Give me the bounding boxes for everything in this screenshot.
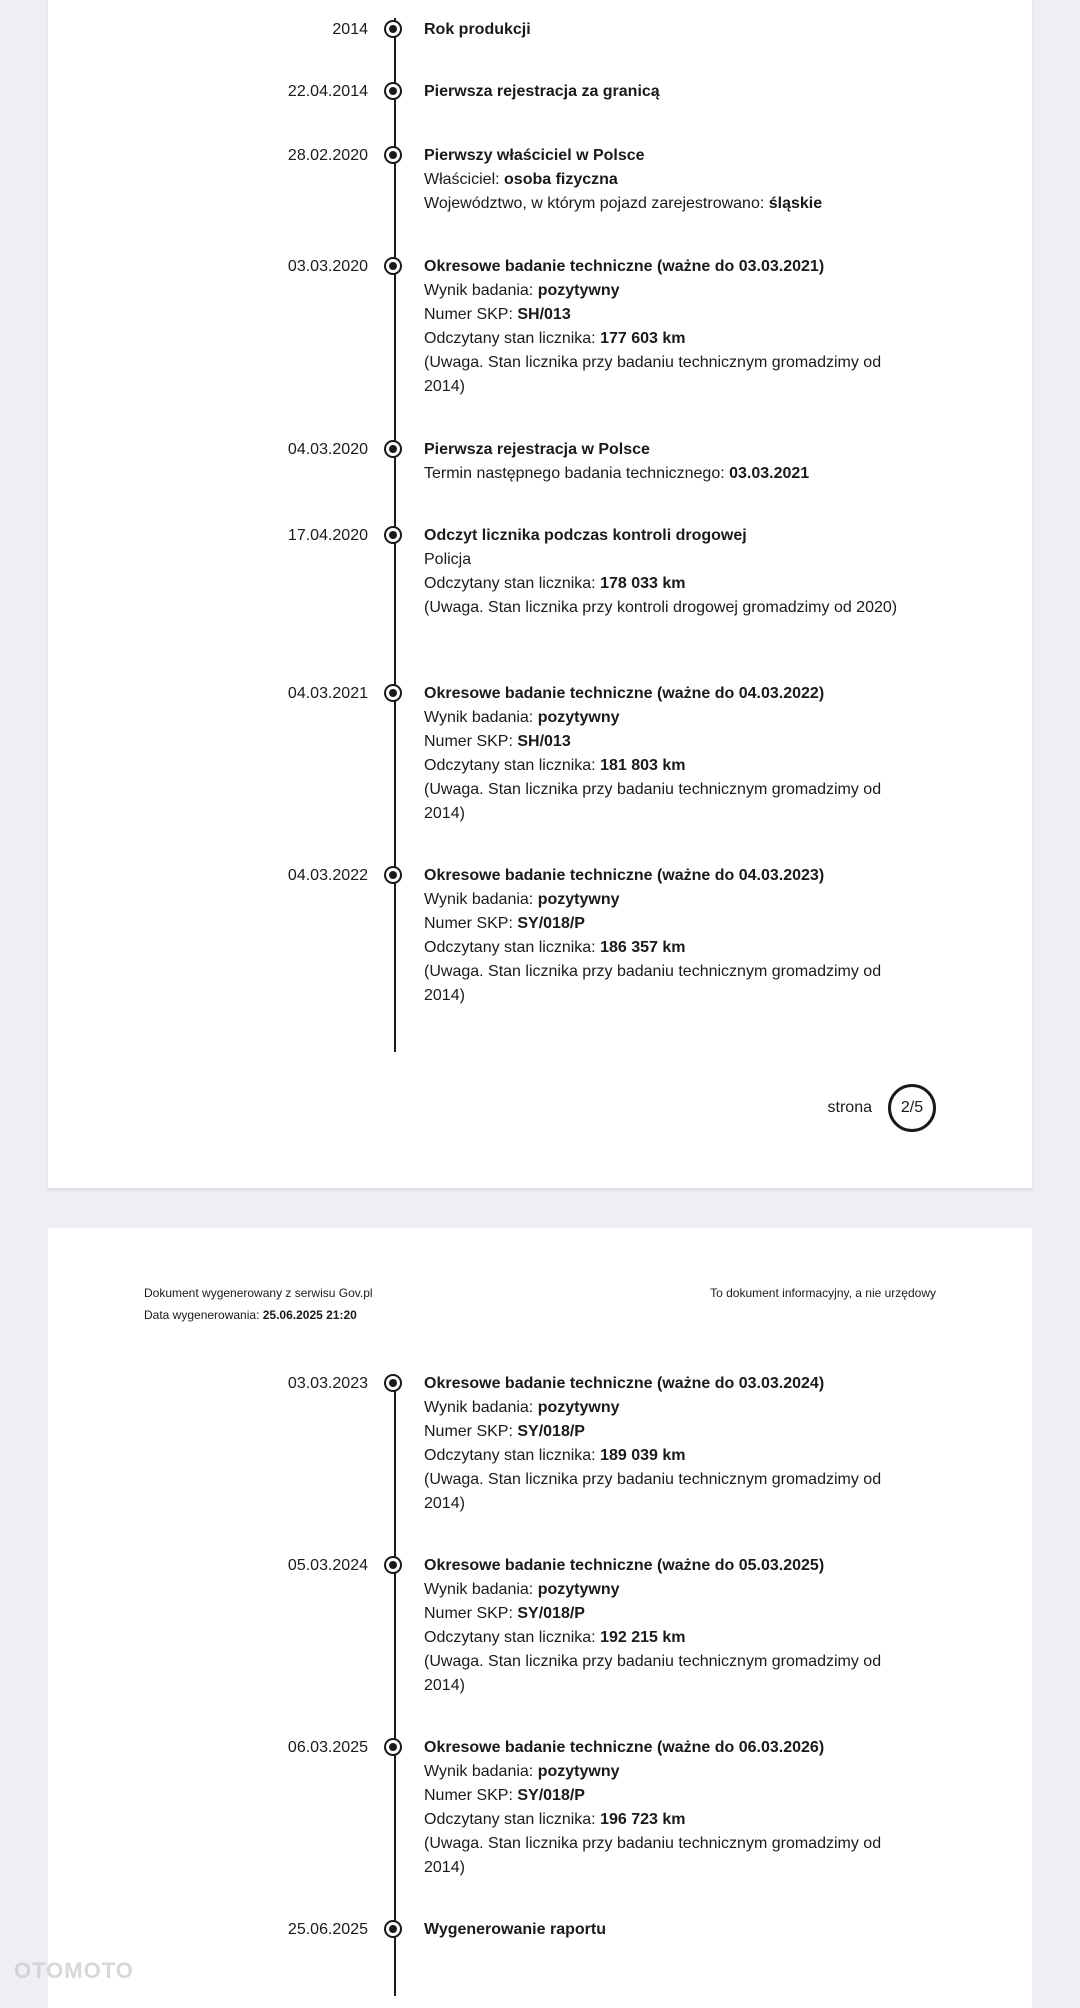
- event-detail-line: [424, 462, 904, 486]
- event-title: Okresowe badanie techniczne (ważne do 06.03.2026): [424, 1739, 825, 1756]
- event-details: [424, 1554, 904, 1698]
- page-indicator: [828, 1084, 936, 1132]
- detail-value: 192 215 km: [600, 1629, 686, 1646]
- event-detail-line: [424, 303, 904, 327]
- watermark-logo: OTOMOTO: [14, 1958, 134, 1983]
- detail-value: osoba fizyczna: [504, 171, 618, 188]
- detail-value: 03.03.2021: [729, 465, 810, 482]
- event-detail-line: [424, 1760, 904, 1784]
- event-details: [424, 80, 904, 104]
- event-details: [424, 864, 904, 1008]
- detail-value: śląskie: [768, 195, 823, 212]
- detail-label: Wynik badania:: [424, 282, 538, 299]
- detail-value: pozytywny: [537, 709, 620, 726]
- detail-label: (Uwaga. Stan licznika przy badaniu technicznym gromadzimy od 2014): [424, 1653, 882, 1694]
- event-detail-line: [424, 279, 904, 303]
- event-date: 06.03.2025: [287, 1739, 368, 1756]
- event-detail-line: [424, 596, 904, 620]
- event-detail-line: [424, 1784, 904, 1808]
- detail-label: Numer SKP:: [424, 733, 518, 750]
- event-date: 17.04.2020: [287, 527, 368, 544]
- detail-label: (Uwaga. Stan licznika przy badaniu technicznym gromadzimy od 2014): [424, 354, 882, 395]
- detail-label: Numer SKP:: [424, 915, 518, 932]
- page-label: strona: [827, 1099, 872, 1116]
- event-detail-line: [424, 912, 904, 936]
- detail-label: Odczytany stan licznika:: [424, 1811, 601, 1828]
- timeline-dot-icon: [384, 526, 402, 544]
- event-title: Pierwsza rejestracja za granicą: [424, 83, 660, 100]
- detail-label: (Uwaga. Stan licznika przy badaniu technicznym gromadzimy od 2014): [424, 1835, 882, 1876]
- detail-value: pozytywny: [537, 282, 620, 299]
- event-date: 05.03.2024: [287, 1557, 368, 1574]
- detail-label: Województwo, w którym pojazd zarejestrowano:: [424, 195, 769, 212]
- event-detail-line: [424, 1578, 904, 1602]
- timeline-dot-icon: [384, 257, 402, 275]
- event-detail-line: [424, 1444, 904, 1468]
- event-detail-line: [424, 1808, 904, 1832]
- detail-label: Wynik badania:: [424, 1399, 538, 1416]
- timeline-dot-icon: [384, 1920, 402, 1938]
- timeline-dot-icon: [384, 1738, 402, 1756]
- detail-value: 177 603 km: [600, 330, 686, 347]
- event-date: 22.04.2014: [287, 83, 368, 100]
- event-detail-line: [424, 1396, 904, 1420]
- report-page-2: [48, 0, 1032, 1188]
- event-date: 04.03.2020: [287, 441, 368, 458]
- timeline-dot-icon: [384, 1374, 402, 1392]
- event-details: [424, 18, 904, 42]
- detail-value: pozytywny: [537, 1763, 620, 1780]
- event-details: [424, 1918, 904, 1942]
- event-detail-line: [424, 168, 904, 192]
- event-detail-line: [424, 754, 904, 778]
- detail-label: Policja: [424, 551, 472, 568]
- timeline-dot-icon: [384, 1556, 402, 1574]
- event-details: [424, 255, 904, 399]
- detail-label: Numer SKP:: [424, 1605, 518, 1622]
- detail-label: Odczytany stan licznika:: [424, 757, 601, 774]
- detail-value: 178 033 km: [600, 575, 686, 592]
- event-details: [424, 438, 904, 486]
- event-details: [424, 144, 904, 216]
- event-title: Pierwsza rejestracja w Polsce: [424, 441, 650, 458]
- timeline-dot-icon: [384, 146, 402, 164]
- timeline-dot-icon: [384, 20, 402, 38]
- detail-label: Odczytany stan licznika:: [424, 939, 601, 956]
- detail-label: Odczytany stan licznika:: [424, 575, 601, 592]
- detail-label: (Uwaga. Stan licznika przy badaniu technicznym gromadzimy od 2014): [424, 963, 882, 1004]
- detail-label: Właściciel:: [424, 171, 505, 188]
- event-details: [424, 1736, 904, 1880]
- event-detail-line: [424, 1832, 904, 1880]
- detail-label: Wynik badania:: [424, 709, 538, 726]
- event-date: 2014: [332, 21, 368, 38]
- detail-value: SH/013: [517, 733, 571, 750]
- event-detail-line: [424, 1602, 904, 1626]
- detail-label: Wynik badania:: [424, 1763, 538, 1780]
- event-title: Okresowe badanie techniczne (ważne do 05.03.2025): [424, 1557, 825, 1574]
- detail-label: (Uwaga. Stan licznika przy kontroli drogowej gromadzimy od 2020): [424, 599, 898, 616]
- event-title: Okresowe badanie techniczne (ważne do 04.03.2023): [424, 867, 825, 884]
- detail-label: (Uwaga. Stan licznika przy badaniu technicznym gromadzimy od 2014): [424, 1471, 882, 1512]
- detail-label: Odczytany stan licznika:: [424, 1447, 601, 1464]
- event-detail-line: [424, 1626, 904, 1650]
- document-source: Dokument wygenerowany z serwisu Gov.pl: [144, 1286, 373, 1300]
- event-title: Odczyt licznika podczas kontroli drogowej: [424, 527, 747, 544]
- timeline-line: [394, 1376, 396, 1996]
- event-detail-line: [424, 730, 904, 754]
- document-notice: To dokument informacyjny, a nie urzędowy: [710, 1286, 936, 1300]
- event-detail-line: [424, 572, 904, 596]
- detail-value: 196 723 km: [600, 1811, 686, 1828]
- detail-label: Odczytany stan licznika:: [424, 330, 601, 347]
- timeline-dot-icon: [384, 82, 402, 100]
- event-date: 28.02.2020: [287, 147, 368, 164]
- event-detail-line: [424, 192, 904, 216]
- detail-value: pozytywny: [537, 1581, 620, 1598]
- event-title: Okresowe badanie techniczne (ważne do 04.03.2022): [424, 685, 825, 702]
- detail-value: pozytywny: [537, 1399, 620, 1416]
- event-title: Okresowe badanie techniczne (ważne do 03.03.2024): [424, 1375, 825, 1392]
- detail-label: Numer SKP:: [424, 1423, 518, 1440]
- timeline-dot-icon: [384, 684, 402, 702]
- detail-label: Numer SKP:: [424, 306, 518, 323]
- event-detail-line: [424, 936, 904, 960]
- event-detail-line: [424, 351, 904, 399]
- event-title: Wygenerowanie raportu: [424, 1921, 606, 1938]
- report-page-3: [48, 1228, 1032, 2008]
- event-title: Rok produkcji: [424, 21, 531, 38]
- event-detail-line: [424, 1468, 904, 1516]
- event-detail-line: [424, 706, 904, 730]
- event-detail-line: [424, 1420, 904, 1444]
- detail-value: SH/013: [517, 306, 571, 323]
- event-date: 04.03.2021: [287, 685, 368, 702]
- event-detail-line: [424, 888, 904, 912]
- detail-label: Odczytany stan licznika:: [424, 1629, 601, 1646]
- generation-date: Data wygenerowania: 25.06.2025 21:20: [144, 1308, 357, 1322]
- event-detail-line: [424, 327, 904, 351]
- event-title: Okresowe badanie techniczne (ważne do 03.03.2021): [424, 258, 825, 275]
- event-detail-line: [424, 548, 904, 572]
- event-date: 25.06.2025: [287, 1921, 368, 1938]
- detail-value: SY/018/P: [517, 915, 585, 932]
- event-date: 04.03.2022: [287, 867, 368, 884]
- event-date: 03.03.2023: [287, 1375, 368, 1392]
- event-details: [424, 682, 904, 826]
- page-number-badge: 2/5: [888, 1084, 936, 1132]
- detail-value: 186 357 km: [600, 939, 686, 956]
- detail-label: Wynik badania:: [424, 1581, 538, 1598]
- event-details: [424, 1372, 904, 1516]
- event-date: 03.03.2020: [287, 258, 368, 275]
- detail-value: SY/018/P: [517, 1423, 585, 1440]
- detail-value: pozytywny: [537, 891, 620, 908]
- detail-value: SY/018/P: [517, 1787, 585, 1804]
- event-detail-line: [424, 1650, 904, 1698]
- detail-label: Termin następnego badania technicznego:: [424, 465, 730, 482]
- event-details: [424, 524, 904, 620]
- event-title: Pierwszy właściciel w Polsce: [424, 147, 645, 164]
- detail-value: 181 803 km: [600, 757, 686, 774]
- timeline-dot-icon: [384, 866, 402, 884]
- event-detail-line: [424, 960, 904, 1008]
- timeline-dot-icon: [384, 440, 402, 458]
- event-detail-line: [424, 778, 904, 826]
- detail-value: 189 039 km: [600, 1447, 686, 1464]
- detail-value: SY/018/P: [517, 1605, 585, 1622]
- detail-label: Numer SKP:: [424, 1787, 518, 1804]
- detail-label: Wynik badania:: [424, 891, 538, 908]
- document-source-info: [144, 1282, 373, 1326]
- detail-label: (Uwaga. Stan licznika przy badaniu technicznym gromadzimy od 2014): [424, 781, 882, 822]
